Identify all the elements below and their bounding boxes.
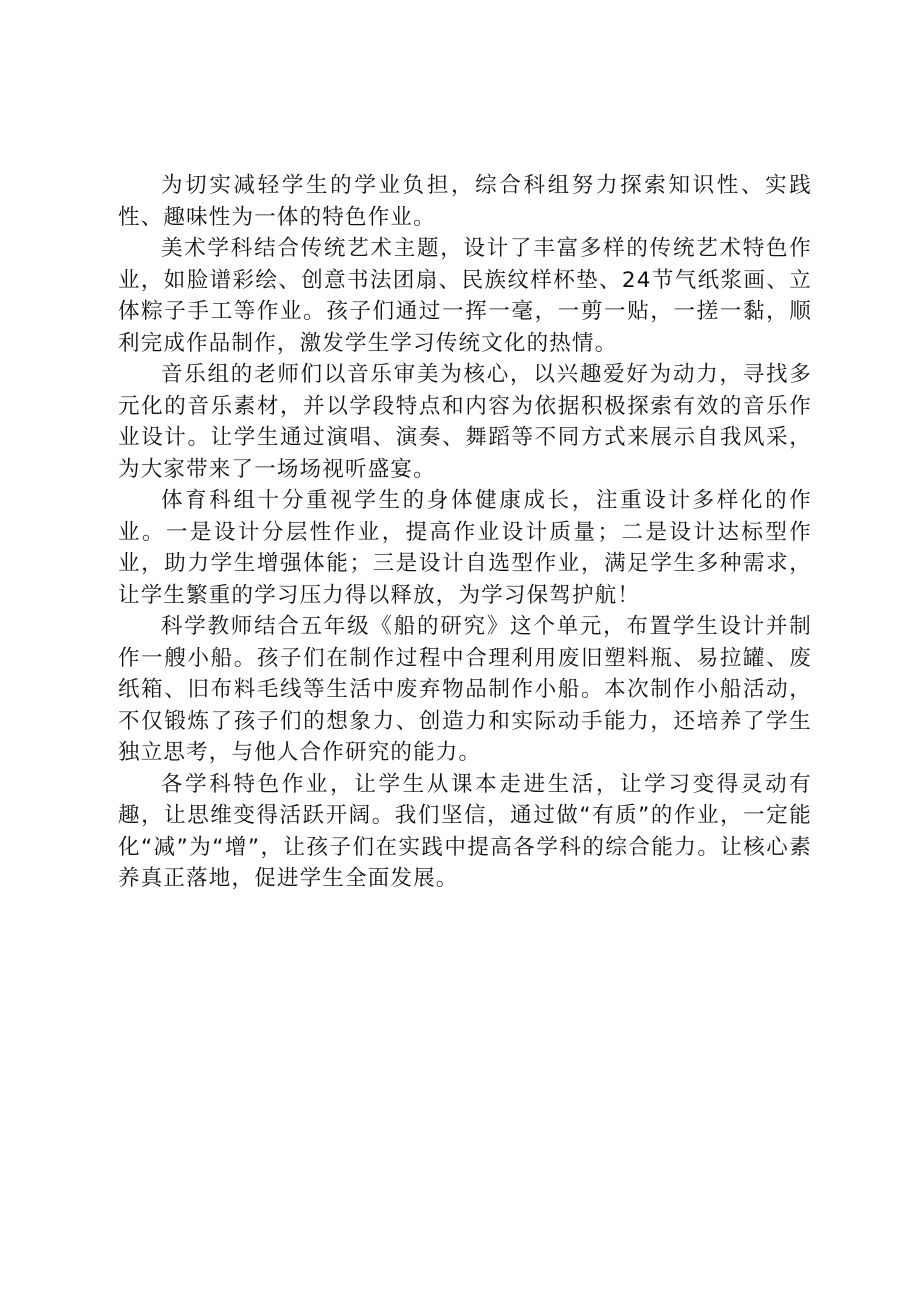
paragraph-music: 音乐组的老师们以音乐审美为核心，以兴趣爱好为动力，寻找多元化的音乐素材，并以学段特点和内容为依据积极探索有效的音乐作业设计。让学生通过演唱、演奏、舞蹈等不同方式来展示自我风采，为大家带来了一场场视听盛宴。: [118, 362, 812, 482]
paragraph-conclusion: 各学科特色作业，让学生从课本走进生活，让学习变得灵动有趣，让思维变得活跃开阔。我们坚信，通过做“有质”的作业，一定能化“减”为“增”，让孩子们在实践中提高各学科的综合能力。让核心素养真正落地，促进学生全面发展。: [118, 771, 812, 891]
paragraph-science: 科学教师结合五年级《船的研究》这个单元，布置学生设计并制作一艘小船。孩子们在制作过程中合理利用废旧塑料瓶、易拉罐、废纸箱、旧布料毛线等生活中废弃物品制作小船。本次制作小船活动，不仅锻炼了孩子们的想象力、创造力和实际动手能力，还培养了学生独立思考，与他人合作研究的能力。: [118, 614, 812, 765]
paragraph-pe: 体育科组十分重视学生的身体健康成长，注重设计多样化的作业。一是设计分层性作业，提高作业设计质量；二是设计达标型作业，助力学生增强体能；三是设计自选型作业，满足学生多种需求，让学生繁重的学习压力得以释放，为学习保驾护航！: [118, 488, 812, 608]
paragraph-intro: 为切实减轻学生的学业负担，综合科组努力探索知识性、实践性、趣味性为一体的特色作业。: [118, 173, 812, 230]
paragraph-art: 美术学科结合传统艺术主题，设计了丰富多样的传统艺术特色作业，如脸谱彩绘、创意书法团扇、民族纹样杯垫、24节气纸浆画、立体粽子手工等作业。孩子们通过一挥一毫，一剪一贴，一搓一黏，顺利完成作品制作，激发学生学习传统文化的热情。: [118, 236, 812, 356]
document-body: [118, 170, 812, 895]
